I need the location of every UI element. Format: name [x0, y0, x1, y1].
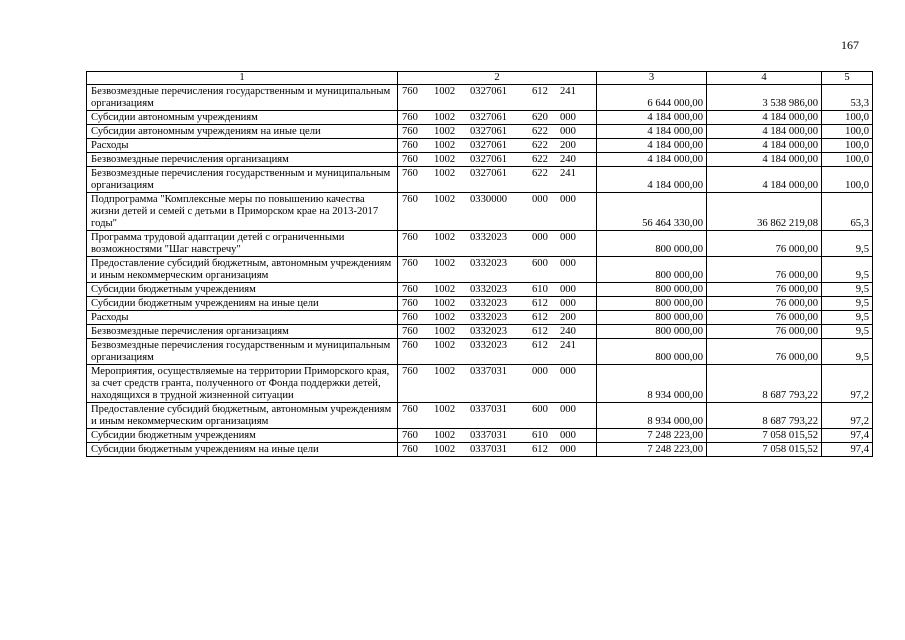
row-codes: [398, 283, 597, 297]
row-code: 0332023: [470, 284, 508, 295]
table-row: [87, 283, 873, 297]
row-planned: 6 644 000,00: [597, 85, 707, 111]
row-executed: 8 687 793,22: [707, 403, 822, 429]
row-codes: [398, 325, 597, 339]
row-percent: 100,0: [822, 167, 873, 193]
row-code: 0327061: [470, 140, 508, 151]
table-row: [87, 339, 873, 365]
row-executed: 7 058 015,52: [707, 443, 822, 457]
row-code: 000: [560, 298, 576, 309]
row-code: 760: [402, 284, 418, 295]
row-codes: [398, 429, 597, 443]
row-codes: [398, 443, 597, 457]
row-code: 1002: [434, 194, 456, 205]
row-code: 000: [560, 194, 576, 205]
row-code: 612: [532, 326, 548, 337]
row-executed: 4 184 000,00: [707, 125, 822, 139]
row-executed: 76 000,00: [707, 311, 822, 325]
row-code: 760: [402, 86, 418, 97]
row-code: 760: [402, 444, 418, 455]
row-code: 612: [532, 298, 548, 309]
row-code: 1002: [434, 112, 456, 123]
row-code: 000: [560, 126, 576, 137]
row-code: 0327061: [470, 86, 508, 97]
row-percent: 9,5: [822, 297, 873, 311]
row-name: Субсидии бюджетным учреждениям на иные цели: [87, 443, 398, 457]
row-code: 0330000: [470, 194, 508, 205]
row-code: 000: [560, 430, 576, 441]
row-code: 000: [532, 232, 548, 243]
row-name: Подпрограмма "Комплексные меры по повышению качества жизни детей и семей с детьми в Приморском крае на 2013-2017 годы": [87, 193, 398, 231]
budget-table-body: [87, 72, 873, 457]
row-name: Расходы: [87, 311, 398, 325]
row-code: 1002: [434, 404, 456, 415]
row-name: Безвозмездные перечисления государственным и муниципальным организациям: [87, 339, 398, 365]
row-planned: 800 000,00: [597, 283, 707, 297]
row-code: 000: [532, 194, 548, 205]
row-code: 0327061: [470, 154, 508, 165]
row-name: Мероприятия, осуществляемые на территории Приморского края, за счет средств гранта, полученного от Фонда поддержки детей, находящихся в трудной жизненной ситуации: [87, 365, 398, 403]
row-code: 612: [532, 340, 548, 351]
row-code: 1002: [434, 312, 456, 323]
row-code: 240: [560, 154, 576, 165]
row-planned: 800 000,00: [597, 257, 707, 283]
row-name: Безвозмездные перечисления государственным и муниципальным организациям: [87, 167, 398, 193]
row-code: 0327061: [470, 126, 508, 137]
row-code: 0332023: [470, 326, 508, 337]
row-code: 200: [560, 140, 576, 151]
table-row: [87, 85, 873, 111]
row-code: 0337031: [470, 430, 508, 441]
row-code: 760: [402, 140, 418, 151]
row-percent: 100,0: [822, 125, 873, 139]
row-code: 1002: [434, 140, 456, 151]
row-planned: 56 464 330,00: [597, 193, 707, 231]
row-executed: 4 184 000,00: [707, 111, 822, 125]
row-name: Безвозмездные перечисления государственным и муниципальным организациям: [87, 85, 398, 111]
row-code: 241: [560, 86, 576, 97]
row-planned: 800 000,00: [597, 297, 707, 311]
row-code: 622: [532, 140, 548, 151]
row-code: 000: [532, 366, 548, 377]
row-code: 241: [560, 340, 576, 351]
table-row: [87, 153, 873, 167]
row-code: 1002: [434, 298, 456, 309]
row-code: 622: [532, 168, 548, 179]
row-codes: [398, 403, 597, 429]
row-percent: 97,4: [822, 429, 873, 443]
row-code: 760: [402, 298, 418, 309]
row-planned: 4 184 000,00: [597, 167, 707, 193]
row-executed: 8 687 793,22: [707, 365, 822, 403]
table-row: [87, 193, 873, 231]
row-code: 0337031: [470, 366, 508, 377]
table-row: [87, 139, 873, 153]
page-number: 167: [841, 38, 859, 52]
row-code: 200: [560, 312, 576, 323]
row-percent: 9,5: [822, 231, 873, 257]
row-planned: 8 934 000,00: [597, 365, 707, 403]
row-codes: [398, 193, 597, 231]
table-row: [87, 429, 873, 443]
row-planned: 4 184 000,00: [597, 153, 707, 167]
table-row: [87, 365, 873, 403]
row-name: Расходы: [87, 139, 398, 153]
budget-table: [86, 71, 873, 457]
row-code: 612: [532, 86, 548, 97]
header-row: [87, 72, 873, 85]
row-executed: 7 058 015,52: [707, 429, 822, 443]
row-code: 0332023: [470, 258, 508, 269]
row-planned: 4 184 000,00: [597, 125, 707, 139]
row-codes: [398, 125, 597, 139]
row-percent: 9,5: [822, 283, 873, 297]
row-code: 0332023: [470, 340, 508, 351]
row-code: 0332023: [470, 298, 508, 309]
row-code: 240: [560, 326, 576, 337]
row-name: Субсидии автономным учреждениям на иные цели: [87, 125, 398, 139]
row-codes: [398, 167, 597, 193]
header-col-5: 5: [822, 72, 873, 85]
row-code: 760: [402, 232, 418, 243]
row-code: 000: [560, 366, 576, 377]
row-code: 0332023: [470, 312, 508, 323]
row-name: Субсидии бюджетным учреждениям: [87, 283, 398, 297]
row-code: 0327061: [470, 112, 508, 123]
row-code: 241: [560, 168, 576, 179]
row-executed: 36 862 219,08: [707, 193, 822, 231]
row-code: 622: [532, 126, 548, 137]
table-row: [87, 257, 873, 283]
row-code: 760: [402, 126, 418, 137]
row-planned: 800 000,00: [597, 339, 707, 365]
row-code: 0337031: [470, 444, 508, 455]
table-row: [87, 443, 873, 457]
row-percent: 100,0: [822, 111, 873, 125]
row-planned: 7 248 223,00: [597, 443, 707, 457]
row-code: 000: [560, 232, 576, 243]
table-row: [87, 111, 873, 125]
row-code: 760: [402, 312, 418, 323]
row-executed: 76 000,00: [707, 257, 822, 283]
table-row: [87, 231, 873, 257]
row-code: 000: [560, 404, 576, 415]
table-row: [87, 125, 873, 139]
row-name: Субсидии бюджетным учреждениям: [87, 429, 398, 443]
row-code: 1002: [434, 444, 456, 455]
row-code: 1002: [434, 340, 456, 351]
row-codes: [398, 257, 597, 283]
row-code: 760: [402, 112, 418, 123]
row-code: 1002: [434, 366, 456, 377]
row-percent: 65,3: [822, 193, 873, 231]
row-percent: 97,2: [822, 403, 873, 429]
row-code: 1002: [434, 86, 456, 97]
row-code: 612: [532, 444, 548, 455]
table-row: [87, 325, 873, 339]
row-code: 760: [402, 404, 418, 415]
row-percent: 53,3: [822, 85, 873, 111]
row-executed: 4 184 000,00: [707, 139, 822, 153]
row-percent: 9,5: [822, 339, 873, 365]
row-code: 1002: [434, 126, 456, 137]
row-code: 612: [532, 312, 548, 323]
row-executed: 3 538 986,00: [707, 85, 822, 111]
row-percent: 97,4: [822, 443, 873, 457]
row-codes: [398, 153, 597, 167]
row-codes: [398, 311, 597, 325]
row-code: 622: [532, 154, 548, 165]
row-executed: 76 000,00: [707, 283, 822, 297]
row-percent: 100,0: [822, 153, 873, 167]
row-code: 760: [402, 258, 418, 269]
header-col-4: 4: [707, 72, 822, 85]
row-percent: 9,5: [822, 257, 873, 283]
row-code: 1002: [434, 284, 456, 295]
table-row: [87, 311, 873, 325]
row-code: 760: [402, 154, 418, 165]
row-planned: 8 934 000,00: [597, 403, 707, 429]
row-code: 760: [402, 168, 418, 179]
row-codes: [398, 339, 597, 365]
row-code: 0332023: [470, 232, 508, 243]
row-executed: 4 184 000,00: [707, 153, 822, 167]
row-codes: [398, 297, 597, 311]
row-name: Безвозмездные перечисления организациям: [87, 325, 398, 339]
row-code: 620: [532, 112, 548, 123]
row-code: 1002: [434, 232, 456, 243]
row-name: Субсидии бюджетным учреждениям на иные цели: [87, 297, 398, 311]
row-codes: [398, 231, 597, 257]
row-code: 760: [402, 326, 418, 337]
row-code: 000: [560, 258, 576, 269]
row-planned: 7 248 223,00: [597, 429, 707, 443]
row-code: 000: [560, 284, 576, 295]
row-planned: 800 000,00: [597, 311, 707, 325]
row-name: Субсидии автономным учреждениям: [87, 111, 398, 125]
row-code: 600: [532, 258, 548, 269]
row-percent: 9,5: [822, 325, 873, 339]
header-col-2: 2: [398, 72, 597, 85]
row-codes: [398, 111, 597, 125]
row-code: 610: [532, 430, 548, 441]
row-code: 1002: [434, 258, 456, 269]
row-percent: 9,5: [822, 311, 873, 325]
row-code: 1002: [434, 326, 456, 337]
row-code: 760: [402, 340, 418, 351]
row-code: 1002: [434, 168, 456, 179]
row-code: 0327061: [470, 168, 508, 179]
row-executed: 76 000,00: [707, 325, 822, 339]
row-executed: 76 000,00: [707, 231, 822, 257]
row-executed: 76 000,00: [707, 297, 822, 311]
header-col-1: 1: [87, 72, 398, 85]
row-planned: 4 184 000,00: [597, 111, 707, 125]
row-code: 000: [560, 444, 576, 455]
row-executed: 76 000,00: [707, 339, 822, 365]
row-codes: [398, 365, 597, 403]
row-code: 000: [560, 112, 576, 123]
row-codes: [398, 85, 597, 111]
row-codes: [398, 139, 597, 153]
row-code: 600: [532, 404, 548, 415]
row-code: 1002: [434, 154, 456, 165]
row-name: Программа трудовой адаптации детей с ограниченными возможностями "Шаг навстречу": [87, 231, 398, 257]
table-row: [87, 403, 873, 429]
table-row: [87, 297, 873, 311]
row-code: 1002: [434, 430, 456, 441]
row-planned: 4 184 000,00: [597, 139, 707, 153]
row-percent: 100,0: [822, 139, 873, 153]
row-planned: 800 000,00: [597, 325, 707, 339]
row-code: 610: [532, 284, 548, 295]
row-code: 0337031: [470, 404, 508, 415]
row-name: Предоставление субсидий бюджетным, автономным учреждениям и иным некоммерческим организациям: [87, 257, 398, 283]
row-name: Предоставление субсидий бюджетным, автономным учреждениям и иным некоммерческим организациям: [87, 403, 398, 429]
row-code: 760: [402, 430, 418, 441]
row-name: Безвозмездные перечисления организациям: [87, 153, 398, 167]
row-code: 760: [402, 194, 418, 205]
row-code: 760: [402, 366, 418, 377]
header-col-3: 3: [597, 72, 707, 85]
row-executed: 4 184 000,00: [707, 167, 822, 193]
row-percent: 97,2: [822, 365, 873, 403]
row-planned: 800 000,00: [597, 231, 707, 257]
table-row: [87, 167, 873, 193]
